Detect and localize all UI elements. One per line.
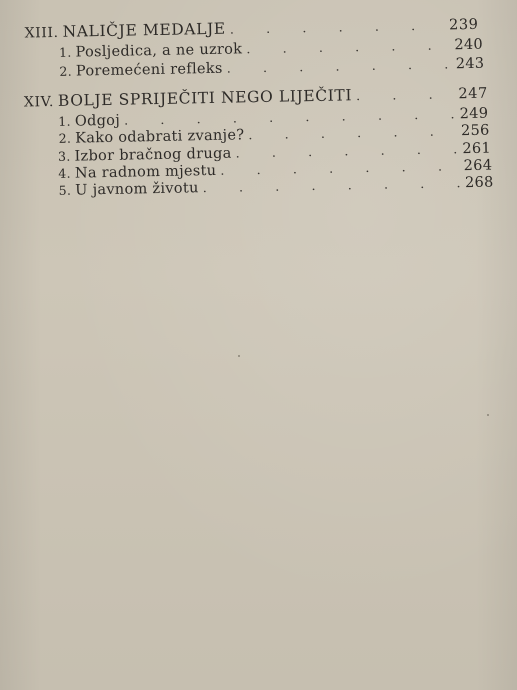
section-title: Kako odabrati zvanje? <box>75 127 245 147</box>
section-title: Poremećeni refleks <box>75 60 223 80</box>
leader-dots <box>230 18 445 37</box>
page-number: 268 <box>464 174 494 192</box>
section-number: 3. <box>57 148 71 164</box>
section-number: 2. <box>59 63 73 79</box>
leader-dots <box>202 176 459 196</box>
paper-speck <box>238 355 240 357</box>
page-number: 261 <box>462 140 492 158</box>
section-number: 5. <box>58 182 72 198</box>
leader-dots <box>248 124 456 143</box>
section-title: Posljedica, a ne uzrok <box>75 41 243 61</box>
section-title: Izbor bračnog druga <box>74 145 232 165</box>
section-title: Odgoj <box>74 112 121 130</box>
leader-dots <box>227 57 451 76</box>
section-number: 4. <box>58 165 72 181</box>
section-number: 1. <box>58 44 72 60</box>
page-number: 256 <box>460 122 490 140</box>
page-number: 247 <box>458 85 489 103</box>
page-number: 239 <box>448 16 479 34</box>
section-title: U javnom životu <box>75 180 199 199</box>
paper-speck <box>487 414 489 416</box>
section-number: 2. <box>58 130 72 146</box>
chapter-title: BOLJE SPRIJEČITI NEGO LIJEČITI <box>57 86 353 110</box>
chapter-number: XIII. <box>24 24 59 42</box>
page-number: 240 <box>454 36 484 54</box>
page-number: 249 <box>459 105 489 123</box>
section-title: Na radnom mjestu <box>74 162 217 182</box>
leader-dots <box>356 87 454 104</box>
chapter-number: XIV. <box>23 93 55 111</box>
page-number: 243 <box>455 55 485 73</box>
page-number: 264 <box>463 157 493 175</box>
leader-dots <box>246 38 449 57</box>
chapter-title: NALIČJE MEDALJE <box>62 19 226 41</box>
table-of-contents <box>0 0 517 260</box>
section-number: 1. <box>58 113 72 129</box>
